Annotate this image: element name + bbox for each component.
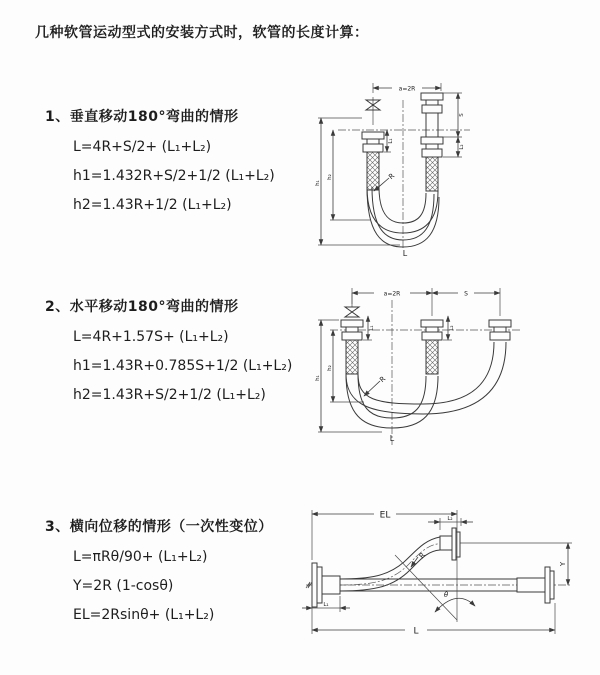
hose-right-leg-shifted xyxy=(489,320,511,340)
dimension-l2 xyxy=(443,316,455,340)
dim-label-r: R xyxy=(378,374,388,385)
section-horizontal-movement xyxy=(45,296,292,403)
section-lateral-displacement xyxy=(45,516,273,623)
dimension-s xyxy=(432,291,500,298)
hose-left-leg xyxy=(341,320,363,374)
dimension-a-2r xyxy=(373,83,441,93)
dimension-s xyxy=(443,93,465,137)
page-title: 几种软管运动型式的安装方式时，软管的长度计算： xyxy=(35,25,369,41)
section-vertical-movement xyxy=(45,106,275,213)
formula-length: L=4R+S/2+ (L₁+L₂) xyxy=(73,139,212,155)
formula-h1: h1=1.432R+S/2+1/2 (L₁+L₂) xyxy=(73,168,275,184)
dimension-el xyxy=(312,510,457,560)
diagram-lateral-displacement xyxy=(300,500,600,645)
valve-icon xyxy=(366,97,380,125)
dim-label-l2: L₂ xyxy=(459,144,465,150)
dim-label-y: Y xyxy=(559,561,567,567)
section-heading: 2、水平移动180°弯曲的情形 xyxy=(45,299,239,315)
formula-y: Y=2R (1-cosθ) xyxy=(73,578,174,594)
dim-label-el: EL xyxy=(379,510,391,521)
dim-label-h2: h₂ xyxy=(327,174,333,180)
dim-label-r: R xyxy=(387,171,397,182)
hose-displaced-position xyxy=(340,528,460,591)
angle-theta-construction xyxy=(395,525,475,622)
hose-middle-leg xyxy=(421,320,443,374)
dim-label-l2: L₂ xyxy=(447,516,453,522)
dim-label-h2: h₂ xyxy=(327,365,333,371)
formula-h1: h1=1.43R+0.785S+1/2 (L₁+L₂) xyxy=(73,358,293,374)
dimension-l1 xyxy=(363,316,375,340)
diagram-horizontal-movement xyxy=(310,280,600,460)
dim-label-length: L xyxy=(402,249,408,258)
dim-label-l2: L₂ xyxy=(449,325,455,331)
section-heading: 1、垂直移动180°弯曲的情形 xyxy=(45,109,239,125)
section-heading: 3、横向位移的情形（一次性变位） xyxy=(45,519,273,535)
dim-label-a2r: a=2R xyxy=(398,85,416,93)
dim-label-l1: L₁ xyxy=(369,325,375,331)
dimension-y xyxy=(559,543,568,585)
dim-label-l1: L₁ xyxy=(388,138,394,144)
dim-label-h1: h₁ xyxy=(315,180,321,186)
dim-label-a2r: a=2R xyxy=(383,290,401,298)
dimension-l2 xyxy=(443,137,465,157)
dimension-l2 xyxy=(428,516,473,530)
dimension-l1 xyxy=(384,130,394,152)
centerlines xyxy=(338,100,470,249)
formula-h2: h2=1.43R+1/2 (L₁+L₂) xyxy=(73,197,232,213)
dim-label-s: S xyxy=(459,113,465,117)
formula-el: EL=2Rsinθ+ (L₁+L₂) xyxy=(73,607,215,623)
left-flange xyxy=(312,563,340,607)
hose-left-leg xyxy=(362,132,384,190)
formula-length: L=4R+1.57S+ (L₁+L₂) xyxy=(73,329,229,345)
dim-label-s: S xyxy=(464,290,468,298)
dim-label-length: L xyxy=(413,626,419,637)
formula-length: L=πRθ/90+ (L₁+L₂) xyxy=(73,549,208,565)
dim-label-h1: h₁ xyxy=(315,375,321,381)
radius-leader xyxy=(364,375,387,396)
dim-label-r: R xyxy=(417,551,428,561)
diagram-vertical-movement xyxy=(310,75,600,260)
dim-label-theta: θ xyxy=(443,591,449,599)
formula-h2: h2=1.43R+S/2+1/2 (L₁+L₂) xyxy=(73,387,266,403)
dimension-a-2r xyxy=(352,288,500,316)
hose-right-leg xyxy=(421,93,443,191)
dim-label-l1: L₁ xyxy=(323,602,329,608)
dimension-l1 xyxy=(302,596,350,612)
dim-label-length: L xyxy=(389,434,395,443)
